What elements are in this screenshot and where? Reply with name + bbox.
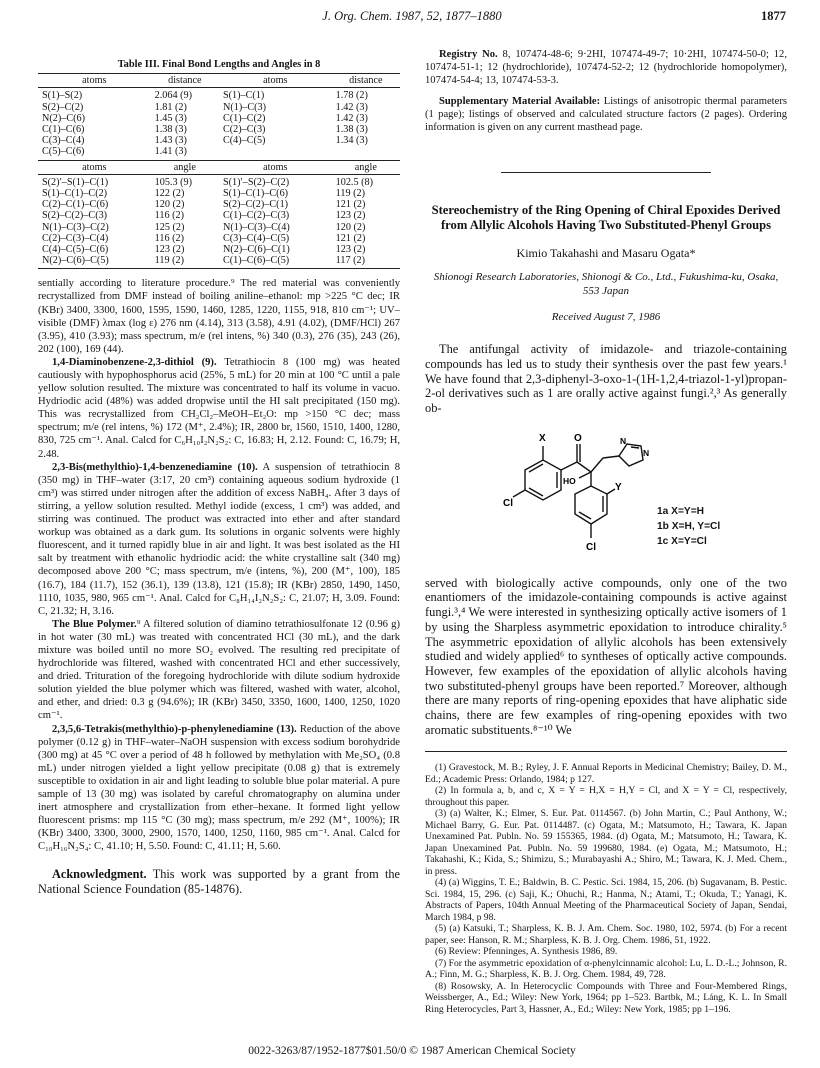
- structure-drawing: [503, 420, 653, 570]
- body-paragraph: served with biologically active compounds, only one of the two enantiomers of the imidazole-containing compounds is active against fungi.³,⁴ We were interested in synthesizing optically active isomers of 1 by using the Sharpless asymmetric epoxidation to introduce chirality.⁵ The asymmetric epoxidation of allylic alcohols has been extensively studied and widely applied⁶ to syntheses of optically active compounds. However, few examples of the epoxidation of allylic alcohols having two substituted-phenyl groups have been reported.⁷ Moreover, although there are many reports of ring-opening epoxides that have aliphatic side chains, there are few examples of ring-opening epoxides with two aromatic substituents.⁸⁻¹⁰ We: [425, 575, 787, 737]
- registry-text: 8, 107474-48-6; 9·2HI, 107474-49-7; 10·2HI, 107474-50-0; 12, 107474-51-1; 12 (hydrochloride), 107474-52-2; 12 (hydrochloride homopolymer), 107474-54-4; 13, 107474-53-3.: [425, 49, 787, 86]
- table-row: [38, 124, 400, 135]
- angle-header-row: [38, 160, 400, 174]
- table-cell: [219, 146, 332, 160]
- atom-ho: HO: [563, 475, 576, 486]
- table-cell: S(1)–C(1): [222, 90, 265, 102]
- paragraph-text: Reduction of the above polymer (0.12 g) in THF–water–NaOH suspension with excess sodium borohydride (300 mg) at 45 °C over a period of 48 h followed by methylation with Me₂SO₄ (0.8 mL) under nitrogen yielded a light yellow precipitate (0.08 g) that is extremely susceptible to oxidation in air and light leading to soluble blue polar material. A pure sample of 13 (30 mg) was isolated by careful chromatography on alumina under inert atmosphere and crystallization from ether–hexane. It formed light yellow fluorescent prisms: mp 115 °C (30 mg); mass spectrum, m/e 292 (M⁺, 100%); IR (KBr) 3400, 3300, 3000, 2900, 1570, 1400, 1250, 1160, 985 cm⁻¹. Anal. Calcd for C₁₀H₁₆N₂S₄: C, 41.10; H, 5.50. Found: C, 41.11; H, 5.60.: [38, 723, 400, 853]
- registry-heading: Registry No.: [439, 49, 498, 60]
- acknowledgment-heading: Acknowledgment.: [52, 867, 147, 882]
- compound-label: 1c X=Y=Cl: [657, 535, 707, 547]
- page-footer: 0022-3263/87/1952-1877$01.50/0 © 1987 American Chemical Society: [248, 1045, 576, 1057]
- table-cell: C(3)–C(4): [42, 135, 85, 147]
- table-cell: S(1)′–S(2)–C(2): [222, 176, 290, 188]
- table-row: [38, 174, 400, 188]
- compound-label: 1b X=H, Y=Cl: [657, 520, 721, 532]
- table-cell: 1.34 (3): [335, 135, 368, 147]
- table-cell: 119 (2): [335, 187, 365, 199]
- paragraph-heading: 1,4-Diaminobenzene-2,3-dithiol (9).: [52, 356, 217, 368]
- table-row: [38, 113, 400, 124]
- table-header-cell: atoms: [38, 74, 151, 88]
- table-cell: N(2)–C(6)–C(1): [222, 243, 290, 255]
- paragraph: [38, 356, 400, 461]
- table-row: [38, 88, 400, 102]
- table-cell: [332, 146, 400, 160]
- paragraph-heading: The Blue Polymer.: [52, 618, 137, 630]
- table-cell: N(1)–C(3)–C(2): [42, 221, 109, 233]
- table-row: [38, 222, 400, 233]
- atom-n: N: [643, 447, 650, 458]
- table-cell: S(2)–C(2): [42, 101, 84, 113]
- table-header-cell: angle: [151, 160, 219, 174]
- registry-numbers: [425, 48, 787, 87]
- table-cell: C(4)–C(5): [222, 135, 266, 147]
- table-cell: 1.38 (3): [335, 123, 368, 135]
- table-row: [38, 135, 400, 146]
- table-cell: 121 (2): [335, 232, 366, 244]
- distance-rows: [38, 88, 400, 160]
- table-cell: C(1)–C(2): [222, 112, 266, 124]
- table-cell: 123 (2): [335, 243, 366, 255]
- table-cell: 122 (2): [154, 187, 185, 199]
- table-row: [38, 102, 400, 113]
- left-column: [38, 48, 400, 897]
- table-cell: 1.41 (3): [151, 146, 219, 160]
- table-header-cell: distance: [151, 74, 219, 88]
- reference-item: (2) In formula a, b, and c, X = Y = H,X = H,Y = Cl, and X = Y = Cl, respectively, throughout this paper.: [425, 785, 787, 808]
- chemical-structure: [425, 420, 787, 570]
- experimental-section: [38, 277, 400, 853]
- reference-item: (8) Rosowsky, A. In Heterocyclic Compounds with Three and Four-Membered Rings, Weissberger, A., Ed.; Wiley: New York, 1964; pp 1–523. Bartbk, M.; Láng, K. L. In Small Ring Heterocycles, Part 3, Hassner, A., Ed.; Wiley: New York, 1985; pp 1–196.: [425, 980, 787, 1015]
- table-cell: 121 (2): [335, 199, 366, 211]
- article-title: Stereochemistry of the Ring Opening of Chiral Epoxides Derived from Allylic Alcohols Having Two Substituted-Phenyl Groups: [431, 203, 781, 232]
- table-cell: S(1)–C(1)–C(6): [222, 187, 289, 199]
- table-row: [38, 255, 400, 269]
- table-row: [38, 199, 400, 210]
- table-cell: C(4)–C(5)–C(6): [42, 243, 109, 255]
- table-row: [38, 146, 400, 160]
- table-cell: 2.064 (9): [154, 90, 193, 102]
- intro-paragraph: The antifungal activity of imidazole- and triazole-containing compounds has led us to study their synthesis over the past few years.¹ We have found that 2,3-diphenyl-3-oxo-1-(1H-1,2,4-triazol-1-yl)propan-2-ol derivatives such as 1 are orally active against fungi.²,³ As generally ob-: [425, 342, 787, 415]
- journal-citation: J. Org. Chem. 1987, 52, 1877–1880: [322, 9, 502, 23]
- table-cell: S(1)–S(2): [42, 90, 83, 102]
- reference-item: (4) (a) Wiggins, T. E.; Baldwin, B. C. Pestic. Sci. 1984, 15, 206. (b) Sugavanam, B. Pestic. Sci. 1984, 15, 296. (c) Saji, K.; Ohuchi, R.; Hanma, N.; Atami, T.; Okuda, T.; Yanagi, K. Abstracts of Papers, 104th Annual Meeting of the Pharmaceutical Society of Japan, Sendai, March 1984, p 98.: [425, 877, 787, 923]
- table-cell: 120 (2): [335, 221, 366, 233]
- table-cell: C(5)–C(6): [38, 146, 151, 160]
- table-cell: N(2)–C(6): [42, 112, 86, 124]
- table-cell: S(2)–C(2)–C(3): [42, 210, 108, 222]
- reference-item: (7) For the asymmetric epoxidation of α-phenylcinnamic alcohol: Lu, L. D.-L.; Johnson, R. A.; Finn, M. G.; Sharpless, K. B. J. Org. Chem. 1984, 49, 728.: [425, 957, 788, 981]
- table-header-cell: distance: [332, 74, 400, 88]
- table-header-cell: atoms: [219, 74, 332, 88]
- article-authors: Kimio Takahashi and Masaru Ogata*: [516, 246, 696, 260]
- atom-n: N: [620, 435, 627, 446]
- table-cell: S(2)′–S(1)–C(1): [42, 176, 109, 188]
- table-cell: N(1)–C(3)–C(4): [222, 221, 290, 233]
- table-cell: N(2)–C(6)–C(5): [38, 255, 151, 269]
- table-cell: 116 (2): [154, 210, 184, 222]
- table-cell: C(1)–C(6): [42, 123, 85, 135]
- table-cell: C(1)–C(2)–C(3): [222, 210, 290, 222]
- atom-cl: Cl: [503, 497, 513, 509]
- table-header-cell: angle: [332, 160, 400, 174]
- atom-o: O: [574, 432, 582, 444]
- table-row: [38, 244, 400, 255]
- page-header: [38, 9, 786, 27]
- acknowledgment-text: This work was supported by a grant from the National Science Foundation (85-14876).: [38, 867, 400, 897]
- paragraph: [38, 723, 400, 854]
- received-date: Received August 7, 1986: [551, 311, 661, 324]
- table-header-cell: atoms: [219, 160, 332, 174]
- compound-labels: [657, 504, 720, 549]
- article-affiliation: Shionogi Research Laboratories, Shionogi & Co., Ltd., Fukushima-ku, Osaka, 553 Japan: [433, 271, 779, 297]
- supplementary-material: [425, 95, 787, 134]
- paragraph-heading: 2,3,5,6-Tetrakis(methylthio)-p-phenylenediamine (13).: [52, 723, 297, 735]
- table-cell: 105.3 (9): [154, 176, 193, 188]
- distance-header-row: [38, 74, 400, 88]
- table-cell: 116 (2): [154, 232, 184, 244]
- paragraph: [38, 277, 400, 356]
- page-number: 1877: [761, 9, 786, 23]
- table-cell: 1.81 (2): [154, 101, 187, 113]
- table-cell: 120 (2): [154, 199, 185, 211]
- table-cell: 123 (2): [154, 243, 185, 255]
- table-cell: S(1)–C(1)–C(2): [42, 187, 108, 199]
- table-cell: C(1)–C(6)–C(5): [219, 255, 332, 269]
- table-cell: 1.45 (3): [154, 112, 187, 124]
- paragraph-text: A suspension of tetrathiocin 8 (350 mg) in THF–water (3:17, 20 cm³) containing aqueous sodium hydroxide (1 cm³) was stirred under nitrogen after the addition of excess NaBH₄. After 3 days of stirring, a yellow solution resulted. Methyl iodide (excess, 1 cm³) was added, and stirring was continued. The product was extracted into ether and after standard workup was obtained as a dark gum. Its solutions in organic solvents were highly fluorescent, and it turned rapidly blue in air and light. It was best isolated as the HI salt by treatment with ethanolic hydriodic acid: the white crystalline salt (340 mg) decomposed above 200 °C; mass spectrum, m/e (intens, %), 200 (M⁺, 100), 185 (16.7), 184 (11.7), 152 (36.1), 139 (13.8), 121 (15.8); IR (KBr) 2850, 1490, 1450, 1110, 1035, 980, 965 cm⁻¹. Anal. Calcd for C₈H₁₄I₂N₂S₂: C, 21.07; H, 3.09. Found: C, 21.32; H, 3.16.: [38, 461, 400, 617]
- table-cell: 102.5 (8): [335, 176, 373, 188]
- table-cell: N(1)–C(3): [222, 101, 266, 113]
- table-cell: 125 (2): [154, 221, 185, 233]
- atom-y: Y: [615, 481, 622, 493]
- table-row: [38, 210, 400, 221]
- table-cell: S(2)–C(2)–C(1): [222, 199, 289, 211]
- paragraph: [38, 461, 400, 618]
- table-cell: 1.78 (2): [335, 90, 368, 102]
- table-cell: C(2)–C(3)–C(4): [42, 232, 109, 244]
- table-cell: 1.42 (3): [335, 112, 368, 124]
- table-cell: C(3)–C(4)–C(5): [222, 232, 290, 244]
- acknowledgment: [38, 867, 400, 896]
- paragraph-heading: 2,3-Bis(methylthio)-1,4-benzenediamine (10).: [52, 461, 258, 473]
- table-cell: 119 (2): [151, 255, 219, 269]
- reference-item: (3) (a) Walter, K.; Elmer, S. Eur. Pat. 0114567. (b) John Martin, C.; Paul Anthony, W.; Michael Barry, G. Eur. Pat. 0114487. (c) Ogata, M.; Matsumoto, H.; Tawara, K. Japan Unexamined Pat. Publn. No. 59 155365, 1984. (d) Ogata, M.; Matsumoto, H.; Tawara, K. Japan Unexamined Pat. Publn. No. 59 199680, 1984. (e) Ogata, M.; Matsumoto, H.; Takahashi, K.; Kida, S.; Shimizu, S.; Murabayashi A.; Shiro, M.; Tawara, K. J. Med. Chem., in press.: [425, 808, 787, 877]
- reference-item: (5) (a) Katsuki, T.; Sharpless, K. B. J. Am. Chem. Soc. 1980, 102, 5974. (b) For a recent paper, see: Hanson, R. M.; Sharpless, K. B. J. Org. Chem. 1986, 51, 1922.: [425, 923, 787, 946]
- atom-x: X: [539, 432, 546, 444]
- paragraph: [38, 618, 400, 723]
- table-cell: 1.38 (3): [154, 123, 187, 135]
- table-header-cell: atoms: [38, 160, 151, 174]
- supplementary-text: Listings of anisotropic thermal parameters (1 page); listings of observed and calculated structure factors (2 pages). Ordering information is given on any current masthead page.: [425, 96, 787, 133]
- table-cell: 1.43 (3): [154, 135, 187, 147]
- table-title: Table III. Final Bond Lengths and Angles in 8: [117, 59, 321, 70]
- supplementary-heading: Supplementary Material Available:: [439, 96, 601, 107]
- compound-label: 1a X=Y=H: [657, 505, 705, 517]
- table-cell: 117 (2): [332, 255, 400, 269]
- angle-rows: [38, 174, 400, 269]
- right-column: [425, 48, 787, 1015]
- reference-item: (6) Review: Pfenninges, A. Synthesis 1986, 89.: [435, 946, 618, 958]
- reference-item: (1) Gravestock, M. B.; Ryley, J. F. Annual Reports in Medicinal Chemistry; Bailey, D. M., Ed.; Academic Press: Orlando, 1984; p 127.: [425, 762, 787, 785]
- table-cell: 123 (2): [335, 210, 366, 222]
- paragraph-text: sentially according to literature procedure.⁹ The red material was conveniently recrystallized from DMF instead of boiling aniline–ethanol: mp >225 °C dec; IR (KBr) 3400, 3300, 1600, 1595, 1590, 1460, 1285, 1220, 1155, 918, 810 cm⁻¹; UV–visible (DMF) λmax (log ε) 276 nm (4.14), 313 (3.58), 4.91 (4.02), (DMF/HCl) 267 (3.95), 410 (3.93); mass spectrum, m/e (rel intens, %) 340 (0.3), 276 (35), 243 (26), 202 (100), 169 (44).: [38, 278, 400, 355]
- table-cell: 1.42 (3): [335, 101, 368, 113]
- table-cell: C(2)–C(3): [222, 123, 266, 135]
- atom-cl: Cl: [586, 541, 596, 553]
- table-row: [38, 233, 400, 244]
- section-divider: [501, 172, 711, 173]
- table-cell: C(2)–C(1)–C(6): [42, 199, 109, 211]
- paragraph-text: ⁹ A filtered solution of diamino tetrathiosulfonate 12 (0.96 g) in hot water (30 mL) was treated with concentrated HCl (30 mL), and the dark mixture was boiled until no more SO₂ evolved. The resulting red precipitate of hydrochloride was filtered, washed with concentrated HCl and ether successively, and dried. Trituration of the foregoing hydrochloride with dilute sodium hydroxide solution yielded the blue polymer which was filtered, washed with water, alcohol, and ether, and dried: 0.3 g (94.6%); IR (KBr) 3450, 3350, 1600, 1400, 1250, 1020 cm⁻¹.: [38, 618, 400, 722]
- table-row: [38, 188, 400, 199]
- bond-table: [38, 73, 400, 269]
- paragraph-text: Tetrathiocin 8 (100 mg) was heated cautiously with hypophosphorus acid (25%, 5 mL) for 20 min at 100 °C until a pale yellow solution resulted. The mixture was concentrated to half its volume in vacuo. Hydriodic acid (48%) was added dropwise until the HI salt precipitated (150 mg). This was recrystallized from CH₂Cl₂–MeOH–Et₂O: mp >150 °C dec; mass spectrum; m/e (rel intens, %) 172 (M⁺, 2.4%); IR, 2800 br, 1560, 1510, 1400, 1280, 830, 725 cm⁻¹. Anal. Calcd for C₆H₁₀I₂N₂S₂: C, 16.83; H, 2.12. Found: C, 16.79; H, 2.48.: [38, 356, 400, 460]
- references: [425, 751, 787, 1015]
